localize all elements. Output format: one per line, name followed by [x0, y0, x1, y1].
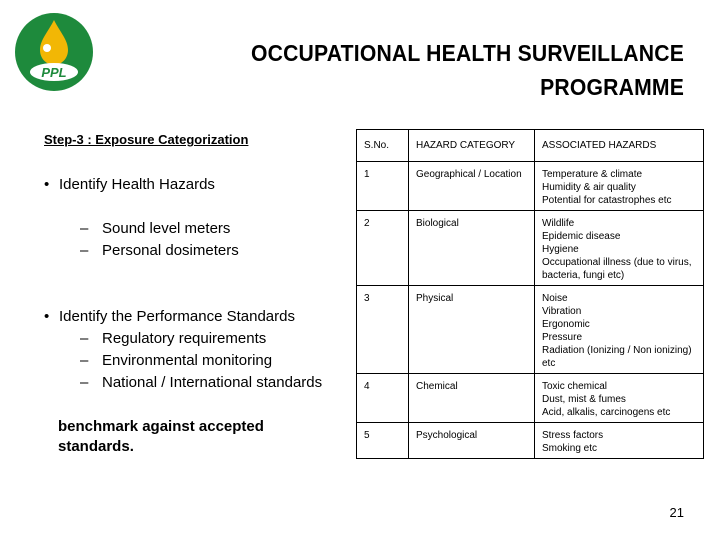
- step-heading: Step-3 : Exposure Categorization: [44, 132, 249, 147]
- header-sno: S.No.: [357, 130, 409, 162]
- table-header-row: [357, 130, 704, 162]
- bullet-dot: •: [44, 176, 50, 193]
- table-row: 4 Chemical Toxic chemical Dust, mist & fumes Acid, alkalis, carcinogens etc: [357, 374, 704, 423]
- drop-highlight: [43, 44, 51, 52]
- sub-item: – National / International standards: [80, 374, 323, 391]
- hazard-table: [356, 129, 704, 459]
- page-title: [206, 36, 684, 104]
- title-line-1: OCCUPATIONAL HEALTH SURVEILLANCE: [250, 40, 684, 66]
- bullet-dot: •: [44, 308, 50, 325]
- header-associated-hazards: ASSOCIATED HAZARDS: [535, 130, 704, 162]
- page-number: 21: [669, 505, 684, 520]
- table-row: 2 Biological Wildlife Epidemic disease Hygiene Occupational illness (due to virus, bacteria, fungi etc): [357, 211, 704, 286]
- title-line-2: PROGRAMME: [540, 74, 684, 100]
- bullet-identify-performance-standards: • Identify the Performance Standards: [44, 308, 295, 325]
- bullet-identify-health-hazards: • Identify Health Hazards: [44, 176, 215, 193]
- benchmark-text: benchmark against accepted standards.: [58, 418, 264, 455]
- table-row: 5 Psychological Stress factors Smoking etc: [357, 423, 704, 459]
- logo-text: PPL: [41, 65, 67, 80]
- header-hazard-category: HAZARD CATEGORY: [409, 130, 535, 162]
- sub-item: – Sound level meters: [80, 220, 231, 237]
- sub-item: – Regulatory requirements: [80, 330, 267, 347]
- table-row: 3 Physical Noise Vibration Ergonomic Pressure Radiation (Ionizing / Non ionizing) etc: [357, 286, 704, 374]
- sub-item: – Environmental monitoring: [80, 352, 273, 369]
- ppl-logo: [14, 12, 94, 92]
- table-row: 1 Geographical / Location Temperature & climate Humidity & air quality Potential for catastrophes etc: [357, 162, 704, 211]
- sub-item: – Personal dosimeters: [80, 242, 239, 259]
